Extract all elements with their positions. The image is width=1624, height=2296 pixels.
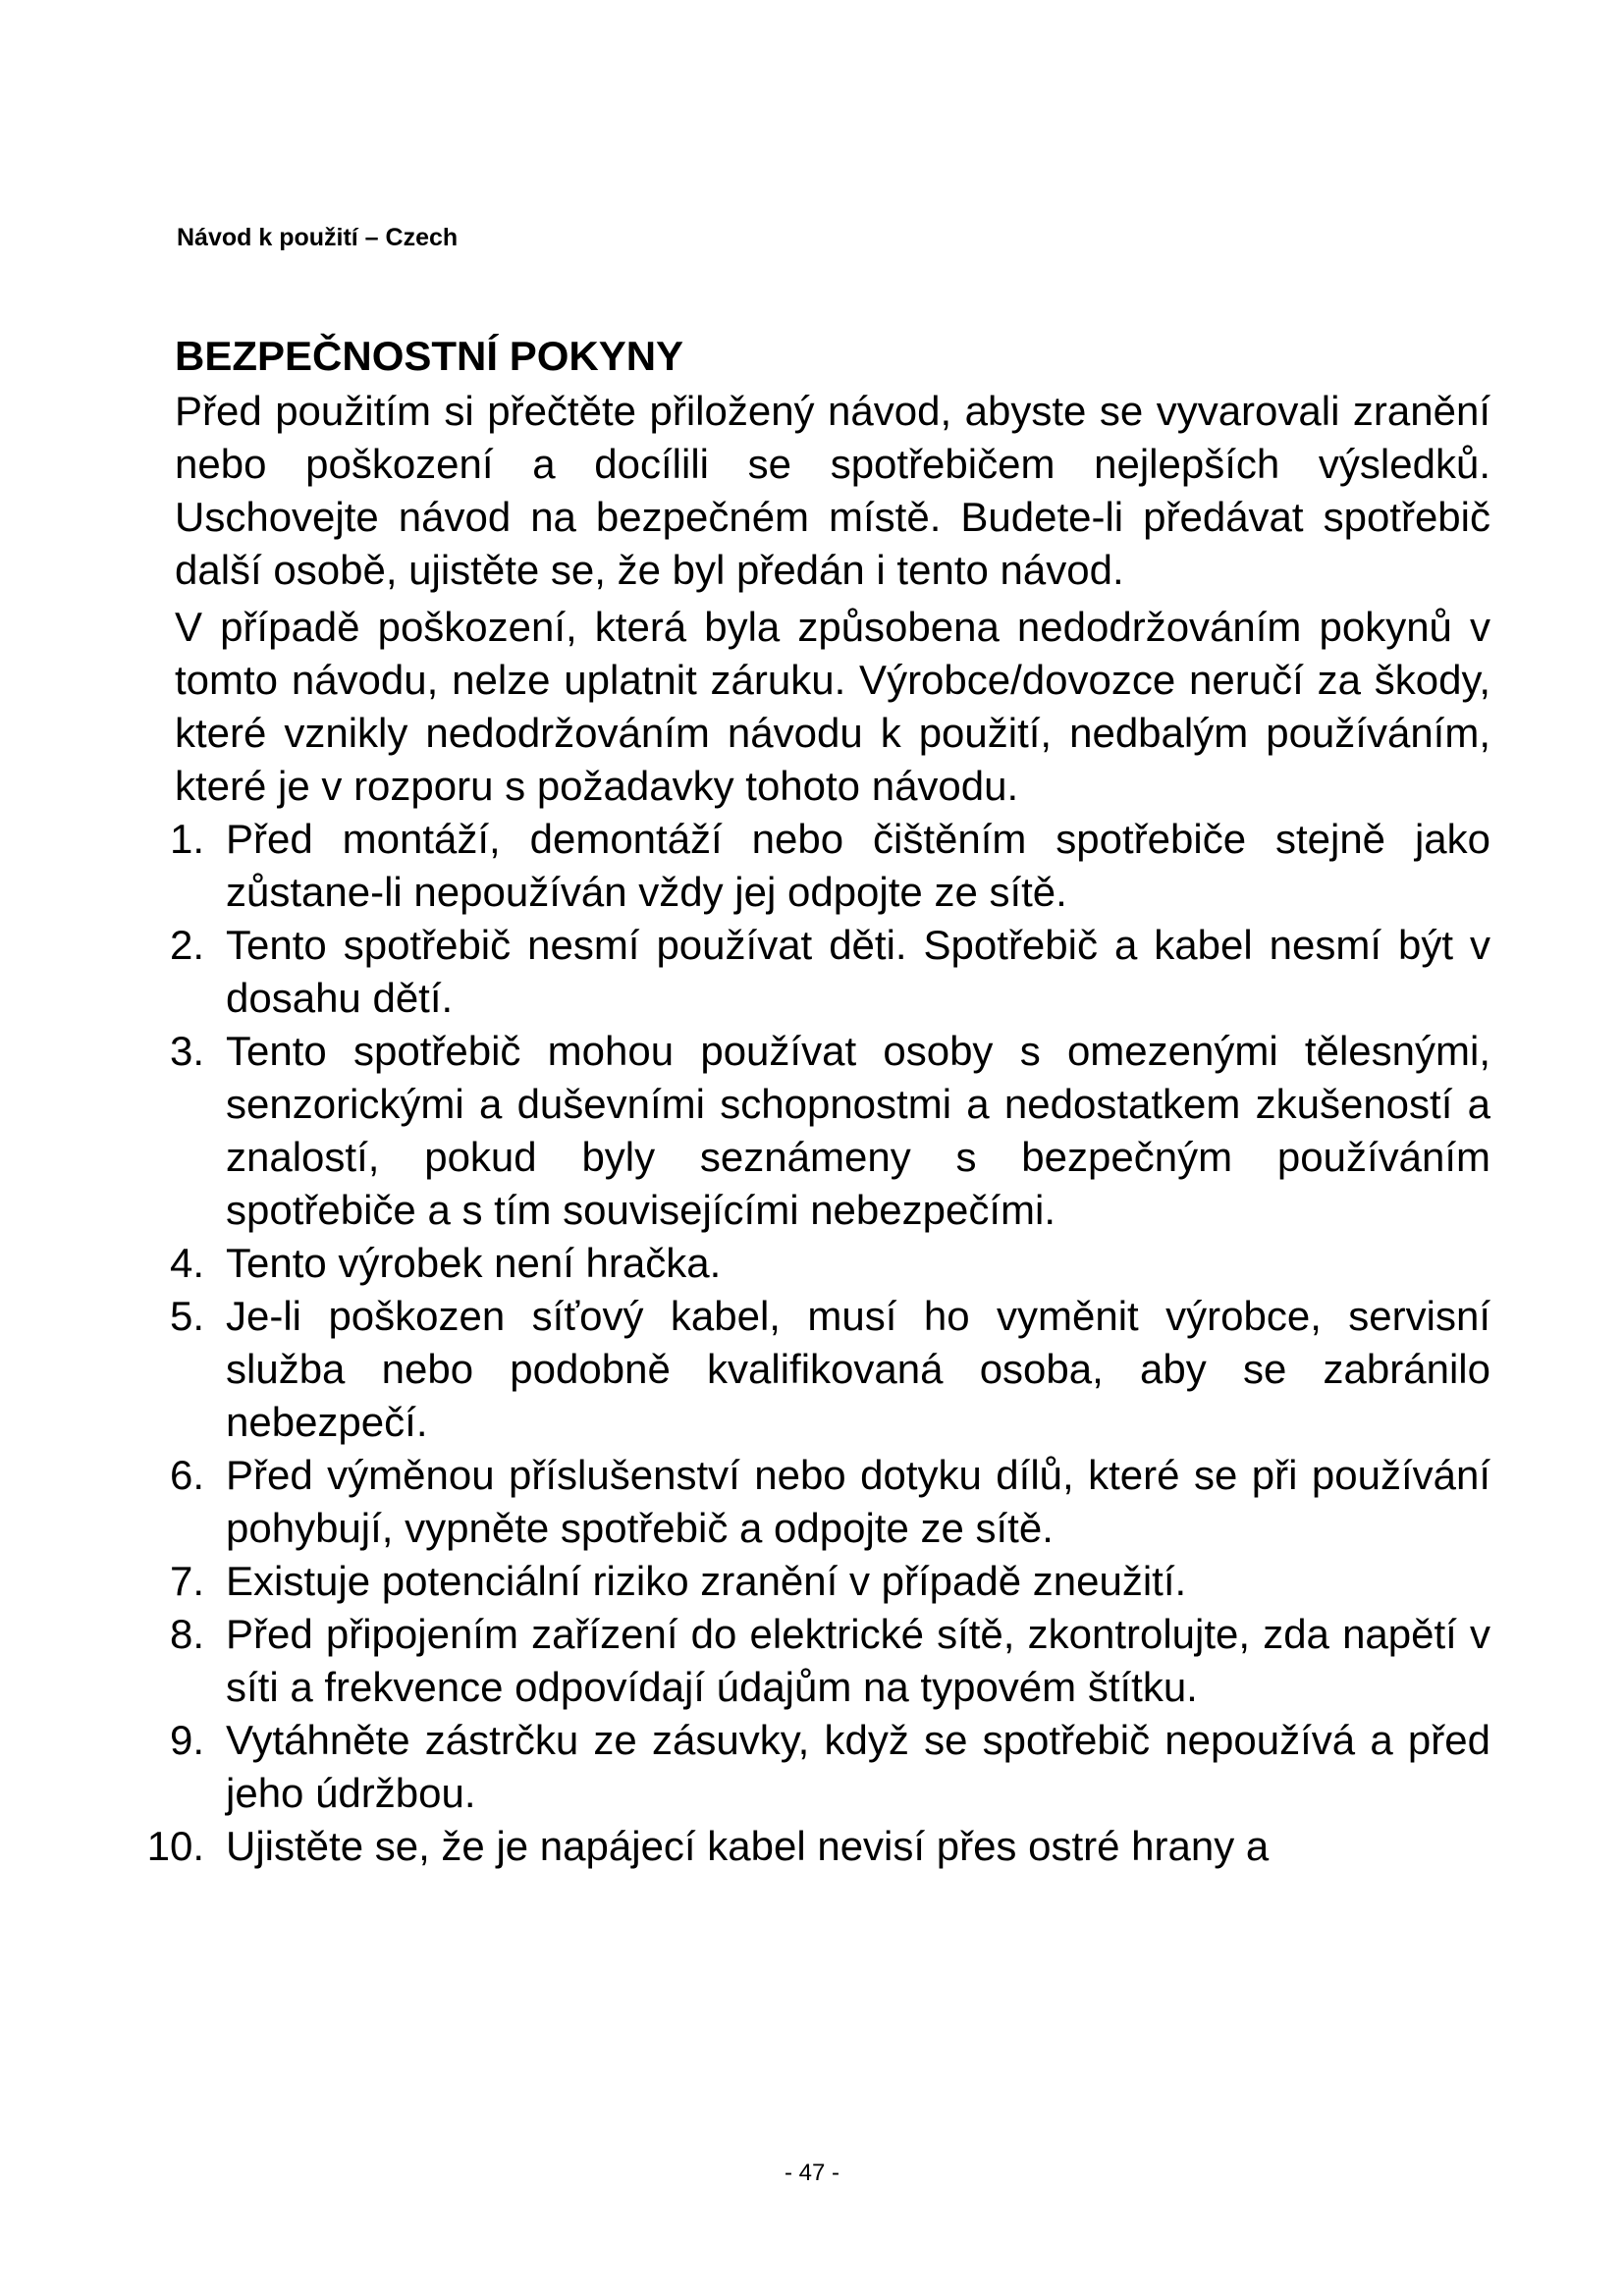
page-number: - 47 - bbox=[784, 2160, 839, 2186]
list-item bbox=[169, 1237, 1490, 1290]
section-title: BEZPEČNOSTNÍ POKYNY bbox=[175, 333, 684, 379]
list-item bbox=[169, 1714, 1490, 1820]
item-number: 1. bbox=[169, 816, 204, 862]
item-number: 2. bbox=[169, 922, 204, 968]
list-item bbox=[169, 1290, 1490, 1449]
item-number: 6. bbox=[169, 1452, 204, 1498]
item-text: Vytáhněte zástrčku ze zásuvky, když se spotřebič nepoužívá a před jeho údržbou. bbox=[226, 1717, 1490, 1816]
item-number: 9. bbox=[169, 1717, 204, 1763]
list-item bbox=[169, 813, 1490, 919]
safety-instructions-list bbox=[146, 813, 1490, 1873]
list-item bbox=[169, 1555, 1490, 1608]
item-text: Je-li poškozen síťový kabel, musí ho vyměnit výrobce, servisní služba nebo podobně kvalifikovaná osoba, aby se zabránilo nebezpečí. bbox=[226, 1293, 1490, 1445]
item-text: Před výměnou příslušenství nebo dotyku dílů, které se při používání pohybují, vypněte spotřebič a odpojte ze sítě. bbox=[226, 1452, 1490, 1551]
list-item bbox=[169, 1449, 1490, 1555]
item-number: 3. bbox=[169, 1028, 204, 1074]
item-text: Tento spotřebič mohou používat osoby s omezenými tělesnými, senzorickými a duševními schopnostmi a nedostatkem zkušeností a znalostí, pokud byly seznámeny s bezpečným používáním spotřebiče a s tím souvisejícími nebezpečími. bbox=[226, 1028, 1490, 1233]
item-text: Existuje potenciální riziko zranění v případě zneužití. bbox=[226, 1558, 1187, 1604]
item-number: 4. bbox=[169, 1240, 204, 1286]
item-number: 8. bbox=[169, 1611, 204, 1657]
list-item bbox=[169, 919, 1490, 1025]
item-text: Tento spotřebič nesmí používat děti. Spotřebič a kabel nesmí být v dosahu dětí. bbox=[226, 922, 1490, 1021]
warranty-paragraph: V případě poškození, která byla způsobena nedodržováním pokynů v tomto návodu, nelze uplatnit záruku. Výrobce/dovozce neručí za škody, které vznikly nedodržováním návodu k použití, nedbalým používáním, které je v rozporu s požadavky tohoto návodu. bbox=[175, 604, 1490, 809]
item-number: 5. bbox=[169, 1293, 204, 1339]
list-item bbox=[169, 1608, 1490, 1714]
item-text: Ujistěte se, že je napájecí kabel nevisí přes ostré hrany a bbox=[226, 1823, 1270, 1869]
item-number: 10. bbox=[146, 1823, 204, 1869]
safety-section bbox=[146, 330, 1490, 1873]
item-text: Před připojením zařízení do elektrické sítě, zkontrolujte, zda napětí v síti a frekvence odpovídají údajům na typovém štítku. bbox=[226, 1611, 1490, 1710]
item-text: Tento výrobek není hračka. bbox=[226, 1240, 722, 1286]
item-text: Před montáží, demontáží nebo čištěním spotřebiče stejně jako zůstane-li nepoužíván vždy jej odpojte ze sítě. bbox=[226, 816, 1490, 915]
item-number: 7. bbox=[169, 1558, 204, 1604]
list-item bbox=[169, 1025, 1490, 1237]
document-language-label: Návod k použití – Czech bbox=[177, 224, 459, 251]
list-item bbox=[146, 1820, 1490, 1873]
intro-paragraph: Před použitím si přečtěte přiložený návod, abyste se vyvarovali zranění nebo poškození a docílili se spotřebičem nejlepších výsledků. Uschovejte návod na bezpečném místě. Budete-li předávat spotřebič další osobě, ujistěte se, že byl předán i tento návod. bbox=[175, 388, 1490, 593]
